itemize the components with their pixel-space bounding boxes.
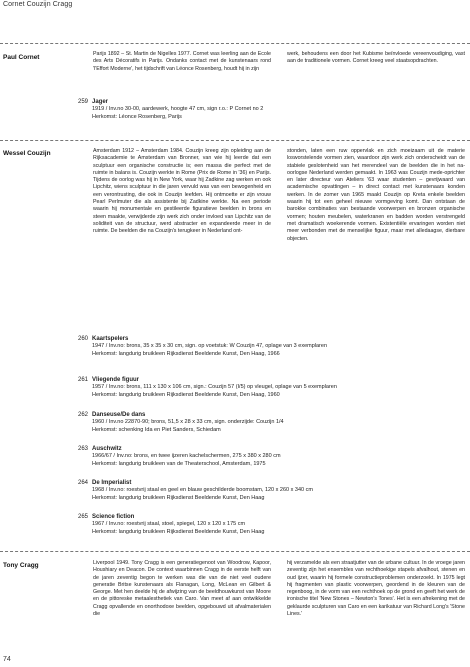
entry-details: 1919 / Inv.no 30-00, aardewerk, hoogte 47 cm, sign r.o.: P Cornet no 2 (92, 106, 264, 113)
entry-provenance: Herkomst: langdurig bruikleen Rijksdienst Beeldende Kunst, Den Haag, 1960 (92, 391, 280, 398)
artist-name-cornet: Paul Cornet (3, 54, 40, 61)
entry-details: 1957 / Inv.no: brons, 111 x 130 x 106 cm, sign.: Couzijn 57 (I/5) op vleugel, oplage van 5 exemplaren (92, 384, 337, 391)
bio-right-cornet (287, 51, 465, 66)
entry-title: De Imperialist (92, 480, 132, 486)
entry-title: Kaartspelers (92, 336, 129, 342)
entry-provenance: Herkomst: langdurig bruikleen van de Theaterschool, Amsterdam, 1975 (92, 460, 266, 467)
entry-number: 264 (77, 480, 88, 486)
bio-text: werk, behoudens een door het Kubisme beïnvloede vereenvoudiging, vast aan de traditionele vormen. Cornet kreeg veel staatsopdrachten. (287, 51, 465, 65)
page-number: 74 (3, 656, 11, 663)
bio-text: stonden, laten een ruw oppervlak en zich moeizaam uit de materie losworstelende vormen zien, waardoor zijn werk zich onderscheidt van de stabiele geslotenheid van het merendeel van de beelden die in het na-oorlogse Nederland werden gemaakt. In 1963 was Couzijn mede-oprichter en later directeur van Ateliers '63 waar studenten – gevrijwaard van academische opvattingen – in direct contact met kunstenaars konden werken. In de zomer van 1965 maakt Couzijn op Kreta enkele beelden waarin hij tot een geheel nieuwe vormgeving komt. Dan ontstaan de barokke combinaties van bestaande voorwerpen en bronzen organische vormen; houten meubelen, waterkranen en badden worden verstrengeld met dramatisch woekerende vormen. Existentiële ervaringen worden niet meer verbonden met de menselijke figuur, maar met alledaagse, dierbare objecten. (287, 148, 465, 242)
entry-title: Science fiction (92, 514, 135, 520)
entry-details: 1967 / Inv.no: roestvrij staal, stoel, spiegel, 120 x 120 x 175 cm (92, 521, 246, 528)
entry-number: 265 (77, 514, 88, 520)
entry-provenance: Herkomst: langdurig bruikleen Rijksdienst Beeldende Kunst, Den Haag (92, 494, 265, 501)
bio-right-cragg (287, 560, 465, 618)
entry-details: 1960 / Inv.no 22870-90; brons, 51,5 x 28 x 33 cm, sign. onderzijde: Couzijn 1/4 (92, 419, 284, 426)
entry-title: Vliegende figuur (92, 377, 140, 383)
entry-details: 1968 / Inv.no: roestvrij staal en geel en blauw geschilderde boomstam, 120 x 260 x 340 cm (92, 487, 313, 494)
entry-title: Danseuse/De dans (92, 412, 146, 418)
entry-provenance: Herkomst: langdurig bruikleen Rijksdienst Beeldende Kunst, Den Haag (92, 528, 265, 535)
entry-number: 259 (77, 99, 88, 105)
section-divider (0, 43, 470, 44)
bio-text: hij verzamelde als een straatjutter van de urbane cultuur. In de vroege jaren zeventig zijn het ensembles van rechthoekige stapels afvalhout, stenen en oud ijzer, waarin hij formele constructieproblemen onderzoekt. In 1975 legt hij fragmenten van plastic voorwerpen, geordend in de kleuren van de regenboog, in de vorm van een rechthoek op de grond en geeft het werk de ironische titel 'New Stones – Newton's Tones'. Het is een afrekening met de geklaurde sculpturen van Caro en een karikatuur van Richard Long's 'Stone Lines.' (287, 560, 465, 618)
section-divider (0, 140, 470, 141)
entry-provenance: Herkomst: Léonce Rosenberg, Parijs (92, 113, 182, 120)
entry-details: 1947 / Inv.no: brons, 35 x 35 x 30 cm, sign. op voetstuk: W Couzijn 47, oplage van 3 exemplaren (92, 343, 328, 350)
bio-text: Liverpool 1949. Tony Cragg is een generatiegenoot van Woodrow, Kapoor, Houshiary en Deacon. De context waarbinnen Cragg in de eerste helft van de jaren zeventig begon te werken was die van de niet veel oudere generatie Britse kunstenaars als Flanagan, Long, McLean en Gilbert & George. Met hen deelde hij de afwijzing van de beeldhouwkunst van Moore en de pittoreske metaalesthetiek van Caro. Van meet af aan ontwikkelde Cragg opvallende en onorthodoxe beelden, opgebouwd uit afvalmaterialen die (93, 560, 271, 618)
bio-right-couzijn (287, 148, 465, 243)
entry-number: 261 (77, 377, 88, 383)
bio-text: Amsterdam 1912 – Amsterdam 1984. Couzijn kreeg zijn opleiding aan de Rijksacademie te Amsterdam van Bronner, van wie hij leerde dat een sculptuur een organische constructie is; een massa die perfect met de ruimte in balans is. Couzijn werkte in Rome (Prix de Rome in '36) en Parijs. Tijdens de oorlog was hij in New York, waar hij Zadkine zag werken en ook Lipchitz, wiens sculptuur in die jaren vervuld was van een bewogenheid en een verontrusting, die ook in Couzijn leefden. Hij ontmoette er zijn vrouw Pearl Perlmuter die als assistente bij Zadkine werkte. Na een periode waarin hij monumentale en gestileerde figuratieve beelden in brons en steen maakte, verwijderde zijn werk zich onder invloed van Lipchitz van de soliditeit van de structuur, werd abstracter en expandeerde meer in de ruimte. De beelden die na Couzijn's terugkeer in Nederland ont- (93, 148, 271, 235)
entry-provenance: Herkomst: schenking Ida en Piet Sanders, Schiedam (92, 426, 221, 433)
entry-provenance: Herkomst: langdurig bruikleen Rijksdienst Beeldende Kunst, Den Haag, 1966 (92, 350, 280, 357)
bio-left-couzijn (93, 148, 271, 236)
running-header: Cornet Couzijn Cragg (3, 1, 73, 8)
bio-text: Parijs 1892 – St. Martin de Nigelles 1977. Cornet was leerling aan de Ecole des Arts Décoratifs in Parijs. Ondanks contact met de kunstenaars rond 'l'Effort Moderne', het tijdschrift van Léonce Rosenberg, houdt hij in zijn (93, 51, 271, 72)
bio-left-cragg (93, 560, 271, 618)
artist-name-cragg: Tony Cragg (3, 562, 39, 569)
entry-title: Jager (92, 99, 109, 105)
entry-details: 1966/67 / Inv.no: brons, en twee ijzeren kachelschermen, 275 x 380 x 280 cm (92, 453, 281, 460)
entry-number: 263 (77, 446, 88, 452)
entry-number: 262 (77, 412, 88, 418)
entry-number: 260 (77, 336, 88, 342)
bio-left-cornet (93, 51, 271, 73)
section-divider (0, 551, 470, 552)
artist-name-couzijn: Wessel Couzijn (3, 150, 51, 157)
entry-title: Auschwitz (92, 446, 122, 452)
